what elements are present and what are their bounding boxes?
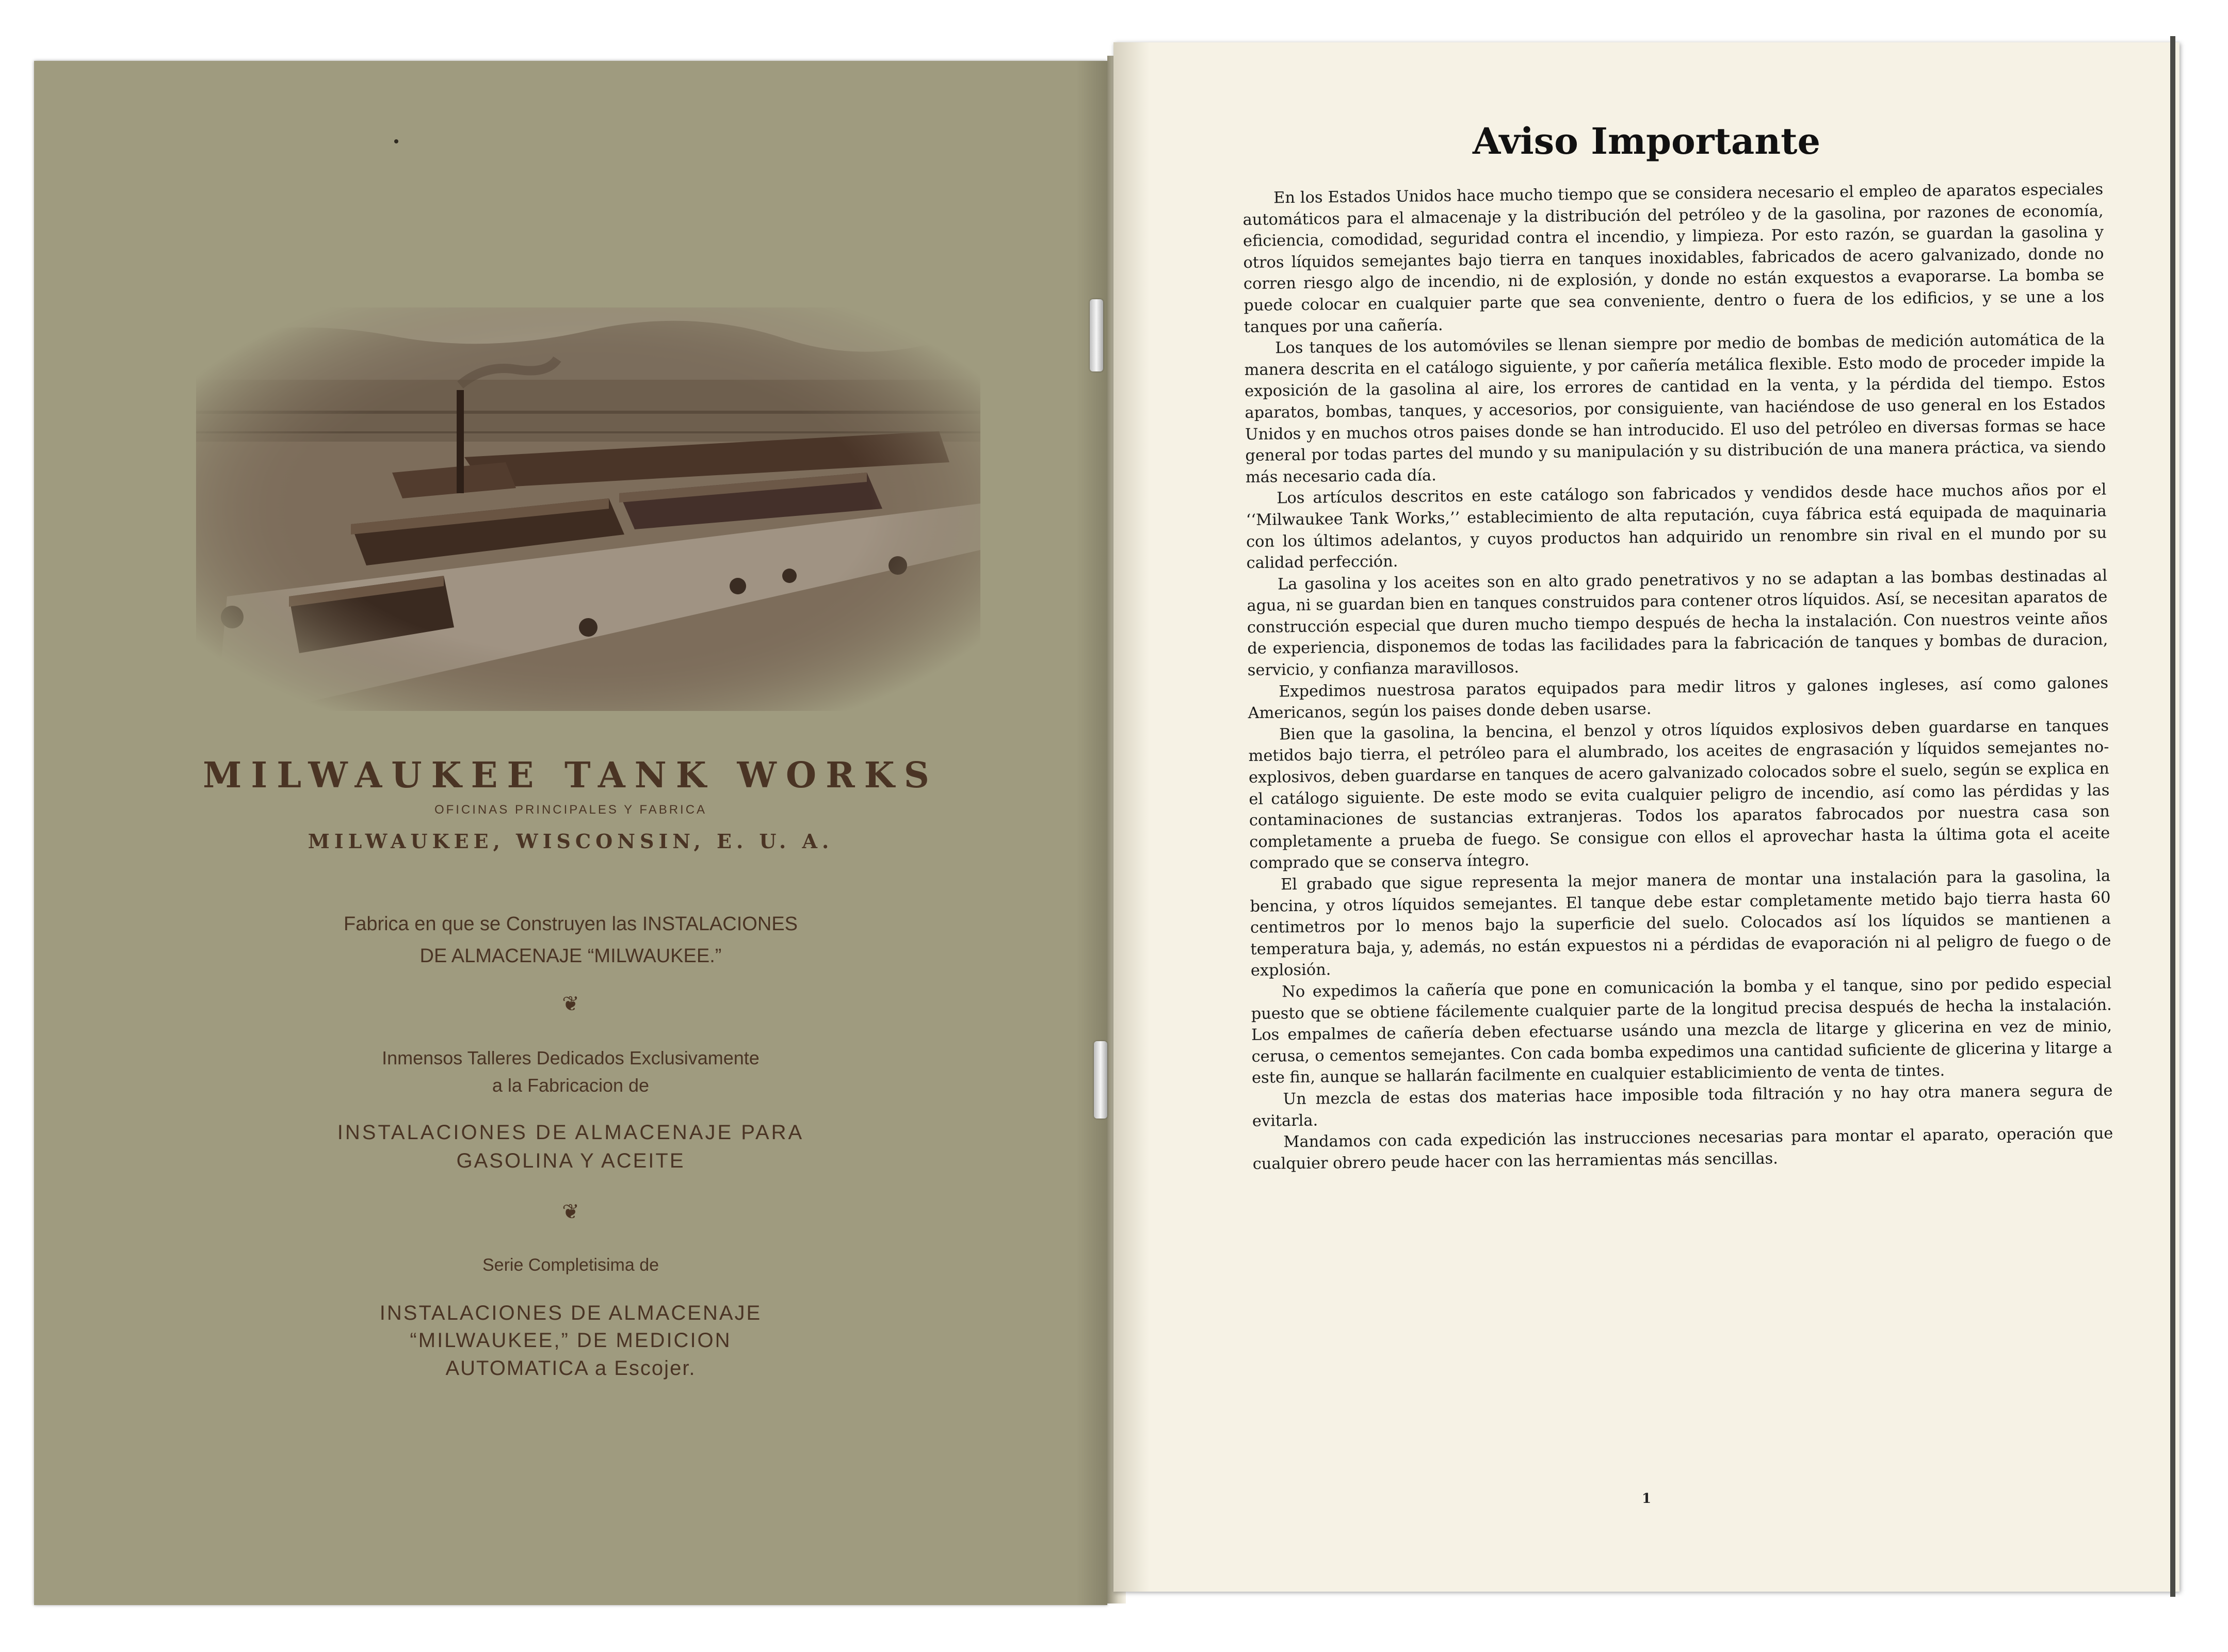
notice-paragraph: Los tanques de los automóviles se llenan siempre por medio de bombas de medición automática de la manera descrita en el catálogo siguiente, y por cañería metálica flexible. Esto modo de proceder impide la exposición de la gasolina al aire, los errores de cantidad en la venta, y la pérdida del tiempo. Estos aparatos, bombas, tanques, y accesorios, por consiguiente, van haciéndose de uso general en los Estados Unidos y en muchos otros paises donde se han introducido. El uso del petróleo en diversas formas se hace general por todas partes del mundo y su manipulación y su distribución de una manera práctica, va siendo más necesario cada día. (1244, 330, 2106, 487)
notice-paragraph: Un mezcla de estas dos materias hace imposible toda filtración y no hay otra manera segura de evitarla. (1252, 1081, 2113, 1130)
series-title-line-3: AUTOMATICA a Escojer. (445, 1357, 696, 1380)
factory-line-2: DE ALMACENAJE “MILWAUKEE.” (419, 945, 722, 967)
notice-paragraph: El grabado que sigue representa la mejor manera de montar una instalación para la gasolina, la bencina, y otros líquidos semejantes. El tanque debe estar completamente metido bajo tierra hasta 60 centimetros por lo menos bajo la superficie del suelo. Colocados así los líquidos se mantienen a temperatura baja, y, además, no están expuestos ni a pérdidas de evaporación ni al peligro de fuego o de explosión. (1250, 867, 2111, 980)
series-title-line-1: INSTALACIONES DE ALMACENAJE (379, 1302, 762, 1324)
installations-line-2: GASOLINA Y ACEITE (456, 1149, 685, 1172)
notice-paragraph: Expedimos nuestrosa paratos equipados para medir litros y galones ingleses, así como galones Americanos, según los paises donde deben usarse. (1248, 674, 2109, 723)
inside-cover-page (34, 61, 1107, 1605)
factory-engraving (196, 307, 980, 711)
notice-title: Aviso Importante (1473, 120, 1820, 163)
offices-label: OFICINAS PRINCIPALES Y FABRICA (434, 803, 707, 817)
notice-body (1242, 179, 2113, 1175)
workshops-line-2: a la Fabricacion de (492, 1075, 650, 1096)
lower-staple (1094, 1041, 1107, 1119)
notice-paragraph: En los Estados Unidos hace mucho tiempo que se considera necesario el empleo de aparatos especiales automáticos para el almacenaje y la distribución del petróleo y de la gasolina, por razones de economía, eficiencia, comodidad, seguridad contra el incendio, y limpieza. Por esto razón, se guardan la gasolina y otros líquidos semejantes bajo tierra en tanques inoxidables, fabricados de acero galvanizado, donde no corren riesgo algo de incendio, ni de explosión, y donde no están exquestos a evaporarse. La bomba se puede colocar en cualquier parte que sea conveniente, dentro o fuera de los edificios, y se une a los tanques por una cañería. (1242, 180, 2105, 336)
leaf-ornament-icon: ❦ (562, 992, 579, 1016)
page-edge-shadow (2170, 36, 2175, 1597)
leaf-ornament-icon: ❦ (562, 1200, 579, 1224)
workshops-line-1: Inmensos Talleres Dedicados Exclusivamente (382, 1047, 760, 1068)
upper-staple (1090, 299, 1103, 371)
notice-paragraph: Mandamos con cada expedición las instrucciones necesarias para montar el aparato, operación que cualquier obrero peude hacer con las herramientas más sencillas. (1252, 1124, 2113, 1173)
page-number: 1 (1641, 1491, 1652, 1507)
notice-paragraph: Los artículos descritos en este catálogo son fabricados y vendidos desde hace muchos años por el ‘‘Milwaukee Tank Works,’’ establecimiento de alta reputación, cuya fábrica está equipada de maquinaria con los últimos adelantos, y cuyos productos han adquirido un renombre sin rival en el mundo por su calidad perfección. (1246, 480, 2107, 573)
notice-paragraph: Bien que la gasolina, la bencina, el benzol y otros líquidos explosivos deben guardarse en tanques metidos bajo tierra, el petróleo para el alumbrado, los aceites de engrasación y líquidos semejantes no-explosivos, deben guardarse en tanques de acero galvanizado colocados sobre el suelo, según se explica en el catálogo siguiente. De este modo se evita cualquier peligro de incendio, así como las pérdidas y las contaminaciones de sustancias extranjeras. Todos los aparatos fabrocados por nuestra casa son completamente a prueba de fuego. Se consigue con ellos el aprovechar hasta la última gota el aceite comprado que se conserva íntegro. (1248, 717, 2110, 873)
series-label: Serie Completisima de (482, 1255, 659, 1275)
factory-line-1: Fabrica en que se Construyen las INSTALACIONES (343, 913, 798, 935)
notice-paragraph: No expedimos la cañería que pone en comunicación la bomba y el tanque, sino por pedido especial puesto que se obtiene fácilemente cualquier parte de la longitud precisa después de hecha la instalación. Los empalmes de cañería deben efectuarse usándo una mezcla de litarge y glicerina en vez de minio, cerusa, o cementos semejantes. Con cada bomba expedimos una cantidad suficiente de glicerina y litarge a este fin, aunque se hallarán facilmente en cualquier establicimiento de venta de tintes. (1251, 974, 2112, 1088)
notice-page (1113, 42, 2179, 1592)
company-name: MILWAUKEE TANK WORKS (203, 755, 939, 796)
company-address: MILWAUKEE, WISCONSIN, E. U. A. (308, 830, 834, 853)
installations-line-1: INSTALACIONES DE ALMACENAJE PARA (337, 1121, 804, 1144)
series-title-line-2: “MILWAUKEE,” DE MEDICION (410, 1329, 732, 1352)
ink-speck (394, 139, 398, 143)
notice-paragraph: La gasolina y los aceites son en alto grado penetrativos y no se adaptan a las bombas destinadas al agua, ni se guardan bien en tanques construidos para contener otros líquidos. Así, se necesitan aparatos de construcción especial que duren mucho tiempo después de hecha la instalación. Con nuestros veinte años de experiencia, disponemos de todas las facilidades para la fabricación de tanques y bombas de duracion, servicio, y confianza maravillosos. (1247, 566, 2108, 680)
